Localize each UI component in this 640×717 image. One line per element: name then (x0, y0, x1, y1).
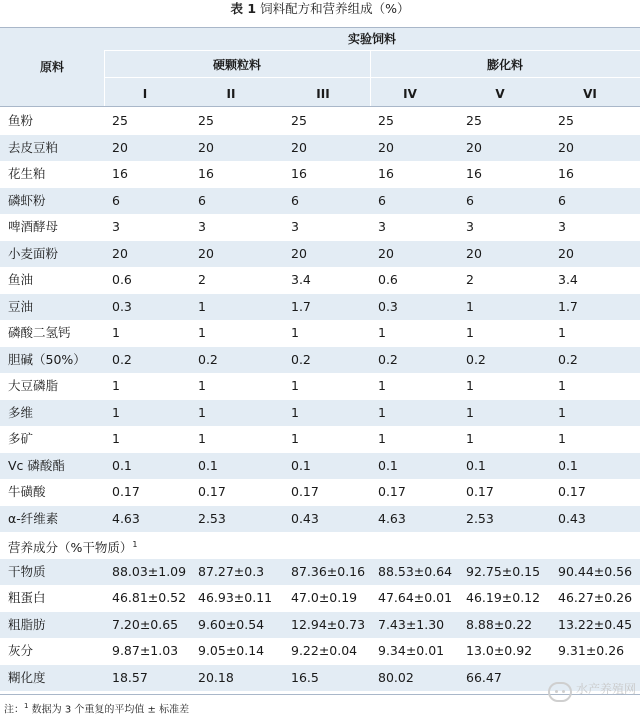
row-label: 多矿 (8, 431, 34, 446)
table-cell: 1 (291, 325, 299, 340)
table-cell: 1.7 (291, 298, 311, 314)
row-label: Vc 磷酸酯 (8, 457, 65, 473)
row-label: 胆碱（50%） (8, 351, 86, 367)
table-cell: 6 (112, 192, 120, 208)
table-cell: 0.1 (378, 457, 398, 473)
table-cell: 6 (466, 192, 474, 208)
table-cell: 0.2 (466, 351, 486, 367)
table-cell: 1 (466, 404, 474, 420)
table-row (0, 400, 640, 426)
table-cell: 9.34±0.01 (378, 643, 445, 658)
table-row (0, 373, 640, 399)
row-label: 豆油 (8, 298, 34, 314)
table-cell: 3 (466, 219, 474, 234)
table-cell: 0.1 (291, 457, 311, 473)
row-label: 去皮豆粕 (8, 139, 59, 155)
row-label: 小麦面粉 (8, 245, 59, 261)
table-cell: 16 (378, 166, 394, 181)
table-cell: 90.44±0.56 (558, 563, 633, 579)
row-label: 啤酒酵母 (8, 219, 59, 234)
table-cell: 1 (558, 404, 566, 420)
row-label: 大豆磷脂 (8, 378, 59, 393)
column-header: III (316, 87, 330, 101)
table-cell: 3 (558, 219, 566, 234)
table-cell: 20 (291, 139, 307, 155)
table-cell: 1 (378, 431, 386, 446)
table-cell: 20 (378, 139, 394, 155)
table-row (0, 267, 640, 293)
table-cell: 1 (198, 404, 206, 420)
header-bottom-rule (0, 106, 640, 107)
row-label: 鱼油 (8, 272, 34, 287)
table-row (0, 214, 640, 240)
table-cell: 0.3 (378, 298, 398, 314)
table-cell: 20 (112, 139, 128, 155)
table-cell: 46.27±0.26 (558, 590, 633, 605)
table-cell: 1 (291, 404, 299, 420)
row-label: α-纤维素 (8, 510, 59, 526)
table-cell: 20 (112, 245, 128, 261)
table-cell: 1 (291, 431, 299, 446)
row-label: 花生粕 (8, 166, 46, 181)
table-cell: 0.17 (466, 484, 494, 499)
table-cell: 47.64±0.01 (378, 590, 453, 605)
table-cell: 46.93±0.11 (198, 590, 273, 605)
row-label: 干物质 (8, 563, 46, 579)
table-cell: 3.4 (291, 272, 311, 287)
table-cell: 0.43 (558, 510, 586, 526)
footnote-marker: 1 (24, 702, 29, 710)
table-cell: 6 (378, 192, 386, 208)
header-diet-group: 实验饲料 (347, 32, 396, 46)
table-cell: 9.31±0.26 (558, 643, 625, 658)
table-cell: 6 (198, 192, 206, 208)
table-cell: 25 (558, 113, 574, 128)
table-cell: 7.43±1.30 (378, 616, 445, 632)
table-cell: 18.57 (112, 669, 148, 685)
table-cell: 20 (378, 245, 394, 261)
table-cell: 3.4 (558, 272, 578, 287)
column-header: VI (583, 87, 597, 101)
row-label: 牛磺酸 (8, 484, 46, 499)
bottom-rule (0, 694, 640, 695)
table-cell: 1 (558, 325, 566, 340)
table-cell: 7.20±0.65 (112, 616, 179, 632)
column-header: V (495, 87, 505, 101)
table-row (0, 241, 640, 267)
table-cell: 1 (112, 378, 120, 393)
table-cell: 3 (112, 219, 120, 234)
table-row (0, 294, 640, 320)
table-row (0, 347, 640, 373)
table-row (0, 426, 640, 452)
row-label: 灰分 (8, 643, 34, 658)
table-cell: 25 (378, 113, 394, 128)
table-row (0, 188, 640, 214)
table-cell: 1 (378, 378, 386, 393)
table-cell: 20 (291, 245, 307, 261)
table-cell: 46.19±0.12 (466, 590, 541, 605)
table-row (0, 638, 640, 664)
column-header: IV (403, 87, 417, 101)
table-title (0, 0, 640, 18)
nutrition-heading (8, 532, 137, 558)
table-cell: 25 (291, 113, 307, 128)
table-cell: 1.7 (558, 298, 578, 314)
footnote-prefix: 注： (4, 704, 24, 716)
table-cell: 3 (378, 219, 386, 234)
watermark-text: 水产养殖网 (576, 682, 637, 696)
table-row (0, 665, 640, 691)
table-cell: 1 (198, 298, 206, 314)
table-cell: 1 (291, 378, 299, 393)
table-cell: 0.6 (378, 272, 398, 287)
table-cell: 20 (466, 245, 482, 261)
table-cell: 6 (558, 192, 566, 208)
table-cell: 13.0±0.92 (466, 643, 533, 658)
header-material: 原料 (39, 60, 64, 74)
table-cell: 1 (112, 325, 120, 340)
table-row (0, 559, 640, 585)
table-cell: 0.43 (291, 510, 319, 526)
table-row (0, 453, 640, 479)
table-cell: 8.88±0.22 (466, 616, 533, 632)
footnote-text: 数据为 3 个重复的平均值 ± 标准差 (31, 704, 190, 716)
row-label: 多维 (8, 404, 34, 420)
table-row (0, 479, 640, 505)
row-label: 磷酸二氢钙 (8, 325, 71, 340)
table-cell: 0.2 (558, 351, 578, 367)
row-label: 糊化度 (8, 669, 46, 685)
table-cell: 1 (198, 325, 206, 340)
table-row (0, 585, 640, 611)
table-cell: 47.0±0.19 (291, 590, 358, 605)
table-cell: 0.17 (558, 484, 586, 499)
table-cell: 16 (198, 166, 214, 181)
table-cell: 20 (558, 139, 574, 155)
table-cell: 9.60±0.54 (198, 616, 265, 632)
table-cell: 0.2 (291, 351, 311, 367)
group-divider (104, 50, 640, 51)
table-cell: 2.53 (466, 510, 494, 526)
wechat-icon (548, 682, 572, 702)
table-cell: 2.53 (198, 510, 226, 526)
row-label: 磷虾粉 (8, 192, 46, 208)
table-cell: 87.36±0.16 (291, 563, 366, 579)
table-cell: 16 (466, 166, 482, 181)
header-extruded: 膨化料 (486, 58, 523, 72)
row-label: 粗蛋白 (8, 590, 46, 605)
table-cell: 9.87±1.03 (112, 643, 179, 658)
table-cell: 0.17 (378, 484, 406, 499)
table-cell: 20 (198, 245, 214, 261)
table-cell: 1 (466, 298, 474, 314)
table-row (0, 108, 640, 134)
table-cell: 0.2 (112, 351, 132, 367)
table-cell: 1 (558, 378, 566, 393)
table-cell: 1 (466, 378, 474, 393)
table-cell: 0.1 (558, 457, 578, 473)
table-row (0, 135, 640, 161)
table-cell: 20.18 (198, 669, 234, 685)
table-cell: 16 (112, 166, 128, 181)
table-cell: 87.27±0.3 (198, 563, 265, 579)
table-cell: 16.5 (291, 669, 319, 685)
table-cell: 0.2 (198, 351, 218, 367)
table-row (0, 506, 640, 532)
watermark (548, 680, 638, 710)
table-cell: 4.63 (378, 510, 406, 526)
table-cell: 0.2 (378, 351, 398, 367)
top-rule (0, 27, 640, 28)
table-cell: 20 (466, 139, 482, 155)
nutrition-heading-marker: 1 (132, 540, 138, 549)
table-cell: 16 (291, 166, 307, 181)
table-cell: 1 (112, 404, 120, 420)
col-separator (104, 50, 105, 106)
table-cell: 9.22±0.04 (291, 643, 358, 658)
table-cell: 9.05±0.14 (198, 643, 265, 658)
table-cell: 12.94±0.73 (291, 616, 366, 632)
table-cell: 88.53±0.64 (378, 563, 453, 579)
table-cell: 20 (558, 245, 574, 261)
table-cell: 2 (466, 272, 474, 287)
table-cell: 66.47 (466, 669, 502, 685)
table-cell: 4.63 (112, 510, 140, 526)
table-row (0, 320, 640, 346)
table-cell: 1 (112, 431, 120, 446)
table-cell: 13.22±0.45 (558, 616, 633, 632)
table-row (0, 161, 640, 187)
table-cell: 1 (378, 325, 386, 340)
subgroup-divider (104, 77, 640, 78)
column-header: I (142, 87, 148, 101)
table-caption: 饲料配方和营养组成（%） (260, 1, 410, 16)
col-separator (370, 50, 371, 106)
table-cell: 16 (558, 166, 574, 181)
table-cell: 88.03±1.09 (112, 563, 187, 579)
table-cell: 0.1 (198, 457, 218, 473)
table-cell: 20 (198, 139, 214, 155)
table-cell: 46.81±0.52 (112, 590, 187, 605)
header-hard-pellet: 硬颗粒料 (212, 58, 261, 72)
table-number: 表 1 (230, 1, 257, 16)
table-cell: 92.75±0.15 (466, 563, 541, 579)
table-cell: 0.17 (198, 484, 226, 499)
table-cell: 25 (466, 113, 482, 128)
table-cell: 25 (198, 113, 214, 128)
table-cell: 1 (378, 404, 386, 420)
table-cell: 0.3 (112, 298, 132, 314)
table-cell: 3 (198, 219, 206, 234)
table-cell: 1 (198, 378, 206, 393)
footnote (4, 699, 189, 717)
table-cell: 3 (291, 219, 299, 234)
table-cell: 1 (466, 325, 474, 340)
table-cell: 80.02 (378, 669, 414, 685)
table-cell: 0.17 (112, 484, 140, 499)
table-cell: 25 (112, 113, 128, 128)
table-cell: 1 (558, 431, 566, 446)
table-cell: 2 (198, 272, 206, 287)
nutrition-heading-text: 营养成分（%干物质） (8, 540, 133, 556)
table-cell: 0.17 (291, 484, 319, 499)
table-cell: 0.1 (112, 457, 132, 473)
row-label: 粗脂肪 (8, 616, 46, 632)
table-cell: 0.6 (112, 272, 132, 287)
table-cell: 1 (198, 431, 206, 446)
table-cell: 0.1 (466, 457, 486, 473)
table-cell: 6 (291, 192, 299, 208)
column-header: II (226, 87, 236, 101)
table-row (0, 612, 640, 638)
row-label: 鱼粉 (8, 113, 34, 128)
nutrition-heading-row (0, 532, 640, 558)
table-cell: 1 (466, 431, 474, 446)
